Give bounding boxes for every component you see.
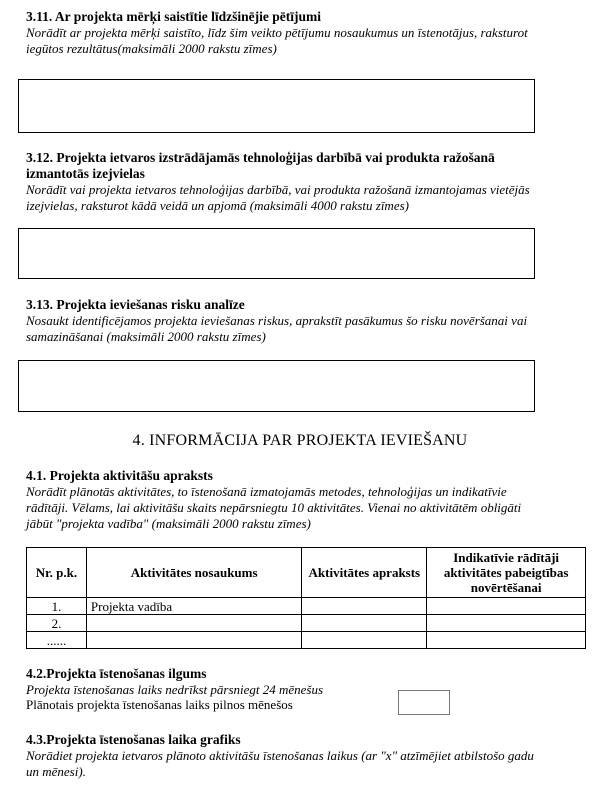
- header-nr: Nr. p.k.: [27, 548, 87, 598]
- header-activity-name: Aktivitātes nosaukums: [86, 548, 302, 598]
- row-indicators[interactable]: [427, 632, 586, 649]
- row-nr: ......: [27, 632, 87, 649]
- duration-months-input[interactable]: [398, 690, 450, 715]
- table-row: [27, 632, 586, 649]
- table-row: [27, 615, 586, 632]
- section-3-11-instructions-line1: Norādīt ar projekta mērķi saistīto, līdz šim veikto pētījumu nosaukumus un īstenotājus, raksturot: [26, 25, 528, 40]
- row-activity-description[interactable]: [302, 615, 427, 632]
- section-3-12-title-line1: 3.12. Projekta ietvaros izstrādājamās tehnoloģijas darbībā vai produkta ražošanā: [26, 150, 495, 165]
- header-activity-description: Aktivitātes apraksts: [302, 548, 427, 598]
- table-row: [27, 598, 586, 615]
- duration-label: Plānotais projekta īstenošanas laiks pilnos mēnešos: [26, 697, 293, 712]
- row-indicators[interactable]: [427, 615, 586, 632]
- row-activity-name[interactable]: Projekta vadība: [86, 598, 302, 615]
- section-4-3-title: 4.3.Projekta īstenošanas laika grafiks: [26, 732, 241, 747]
- section-4-1-instructions-line1: Norādīt plānotās aktivitātes, to īstenošanā izmatojamās metodes, tehnoloģijas un indikatīvie: [26, 484, 507, 499]
- row-activity-description[interactable]: [302, 632, 427, 649]
- section-3-13-instructions-line2: samazināšanai (maksimāli 2000 rakstu zīmes): [26, 329, 266, 344]
- header-indicators: Indikatīvie rādītāji aktivitātes pabeigtības novērtēšanai: [427, 548, 586, 598]
- section-4-2-title: 4.2.Projekta īstenošanas ilgums: [26, 666, 207, 681]
- row-activity-description[interactable]: [302, 598, 427, 615]
- section-3-13-instructions-line1: Nosaukt identificējamos projekta ieviešanas riskus, aprakstīt pasākumus šo risku novēršanai vai: [26, 313, 528, 328]
- section-3-13-title: 3.13. Projekta ieviešanas risku analīze: [26, 297, 245, 312]
- section-3-12-title-line2: izmantotās izejvielas: [26, 166, 145, 181]
- row-indicators[interactable]: [427, 598, 586, 615]
- section-3-11-instructions-line2: iegūtos rezultātus(maksimāli 2000 rakstu zīmes): [26, 41, 277, 56]
- row-nr: 2.: [27, 615, 87, 632]
- section-3-11-input-box[interactable]: [18, 79, 535, 133]
- section-3-12-input-box[interactable]: [18, 228, 535, 279]
- section-4-1-instructions-line2: rādītāji. Vēlams, lai aktivitāšu skaits nepārsniegtu 10 aktivitātes. Vienai no aktivitātēm obligāti: [26, 500, 522, 515]
- row-activity-name[interactable]: [86, 632, 302, 649]
- activities-table: [26, 547, 586, 649]
- section-3-11-title: 3.11. Ar projekta mērķi saistītie līdzšinējie pētījumi: [26, 9, 321, 24]
- section-4-2-instructions: Projekta īstenošanas laiks nedrīkst pārsniegt 24 mēnešus: [26, 682, 324, 697]
- chapter-4-heading: 4. INFORMĀCIJA PAR PROJEKTA IEVIEŠANU: [132, 432, 468, 449]
- section-4-3-instructions-line2: un mēnesi).: [26, 764, 86, 779]
- section-4-1-instructions-line3: jābūt "projekta vadība" (maksimāli 2000 rakstu zīmes): [26, 516, 311, 531]
- section-3-13-input-box[interactable]: [18, 360, 535, 412]
- section-3-12-instructions-line2: izejvielas, raksturot kādā veidā un apjomā (maksimāli 4000 rakstu zīmes): [26, 198, 409, 213]
- section-4-3-instructions-line1: Norādiet projekta ietvaros plānoto aktivitāšu īstenošanas laikus (ar "x" atzīmējiet atbilstošo gadu: [26, 748, 534, 763]
- section-3-12-instructions-line1: Norādīt vai projekta ietvaros tehnoloģijas darbībā, vai produkta ražošanā izmantojamas vietējās: [26, 182, 530, 197]
- table-header-row: [27, 548, 586, 598]
- row-nr: 1.: [27, 598, 87, 615]
- row-activity-name[interactable]: [86, 615, 302, 632]
- section-4-1-title: 4.1. Projekta aktivitāšu apraksts: [26, 468, 213, 483]
